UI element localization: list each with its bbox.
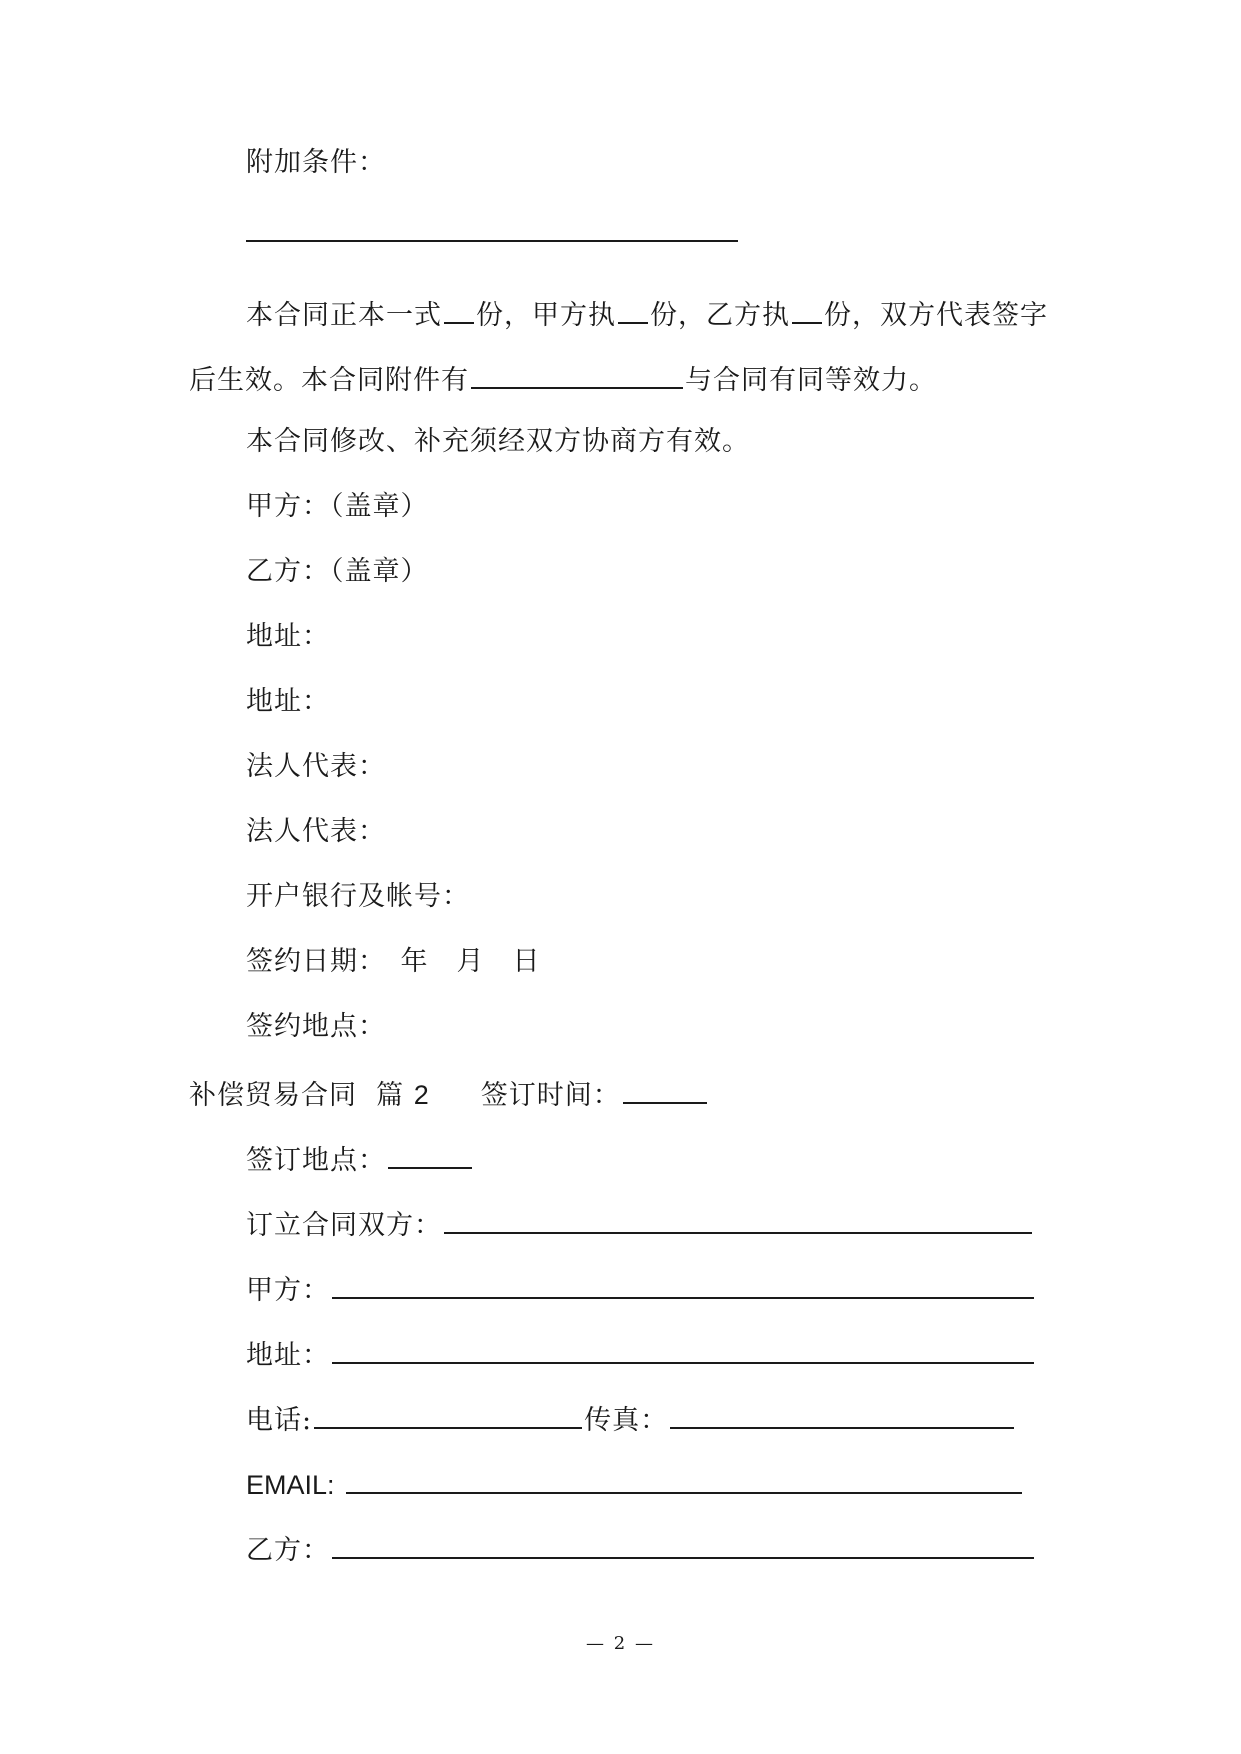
additional-terms-blank: [246, 240, 738, 242]
text: 份，双方代表签字: [824, 300, 1048, 331]
address-line: [246, 1332, 1036, 1376]
text: 乙方：: [246, 1535, 330, 1566]
text: 地址：: [246, 686, 330, 717]
text: 法人代表：: [246, 751, 386, 782]
blank: [346, 1462, 1022, 1494]
blank: [332, 1527, 1034, 1559]
signing-place: [246, 1007, 386, 1047]
party-a-line: [246, 1267, 1036, 1311]
text: 本合同正本一式: [246, 300, 442, 331]
text: 乙方：（盖章）: [246, 556, 429, 587]
text: 份，甲方执: [476, 300, 616, 331]
text: 附加条件：: [246, 147, 386, 178]
text: 地址：: [246, 621, 330, 652]
phone-fax-line: [246, 1397, 1016, 1441]
text: 签订地点：: [246, 1145, 386, 1176]
party-a-seal: [246, 487, 429, 527]
copies-clause: [246, 292, 1048, 336]
blank: [623, 1072, 707, 1104]
amendment-clause: [246, 422, 750, 462]
email-line: [246, 1462, 1024, 1506]
blank: [444, 1202, 1032, 1234]
legal-rep-2: [246, 812, 386, 852]
blank: [670, 1397, 1014, 1429]
section-number: 2: [413, 1080, 429, 1110]
effect-clause: [189, 357, 937, 401]
text: 法人代表：: [246, 816, 386, 847]
bank-account: [246, 877, 470, 917]
blank: [314, 1397, 582, 1429]
text: 本合同修改、补充须经双方协商方有效。: [246, 426, 750, 457]
section-2-heading: [189, 1072, 709, 1116]
text: EMAIL:: [246, 1470, 335, 1500]
blank: [444, 292, 474, 324]
blank: [388, 1137, 472, 1169]
page-number: — 2 —: [586, 1633, 655, 1654]
text: 甲方：（盖章）: [246, 491, 429, 522]
address-2: [246, 682, 330, 722]
signing-date: [246, 942, 541, 982]
blank: [792, 292, 822, 324]
text: 甲方：: [246, 1275, 330, 1306]
blank: [471, 357, 683, 389]
text: 签约日期： 年 月 日: [246, 946, 541, 977]
text: 签约地点：: [246, 1011, 386, 1042]
parties-line: [246, 1202, 1034, 1246]
text: 电话:: [246, 1405, 313, 1436]
blank: [618, 292, 648, 324]
party-b-line: [246, 1527, 1036, 1571]
legal-rep-1: [246, 747, 386, 787]
sign-time-label: 签订时间：: [480, 1080, 621, 1111]
text: 地址：: [246, 1340, 330, 1371]
section-part: 篇: [376, 1080, 405, 1111]
text: 份，乙方执: [650, 300, 790, 331]
section-title: 补偿贸易合同: [189, 1080, 357, 1111]
text: 订立合同双方：: [246, 1210, 442, 1241]
text: 与合同有同等效力。: [685, 365, 937, 396]
blank: [332, 1267, 1034, 1299]
text: 传真：: [584, 1405, 669, 1436]
text: 后生效。本合同附件有: [189, 365, 469, 396]
party-b-seal: [246, 552, 429, 592]
additional-terms-label: [246, 143, 386, 183]
blank: [332, 1332, 1034, 1364]
text: 开户银行及帐号：: [246, 881, 470, 912]
address-1: [246, 617, 330, 657]
sign-place-line: [246, 1137, 474, 1181]
